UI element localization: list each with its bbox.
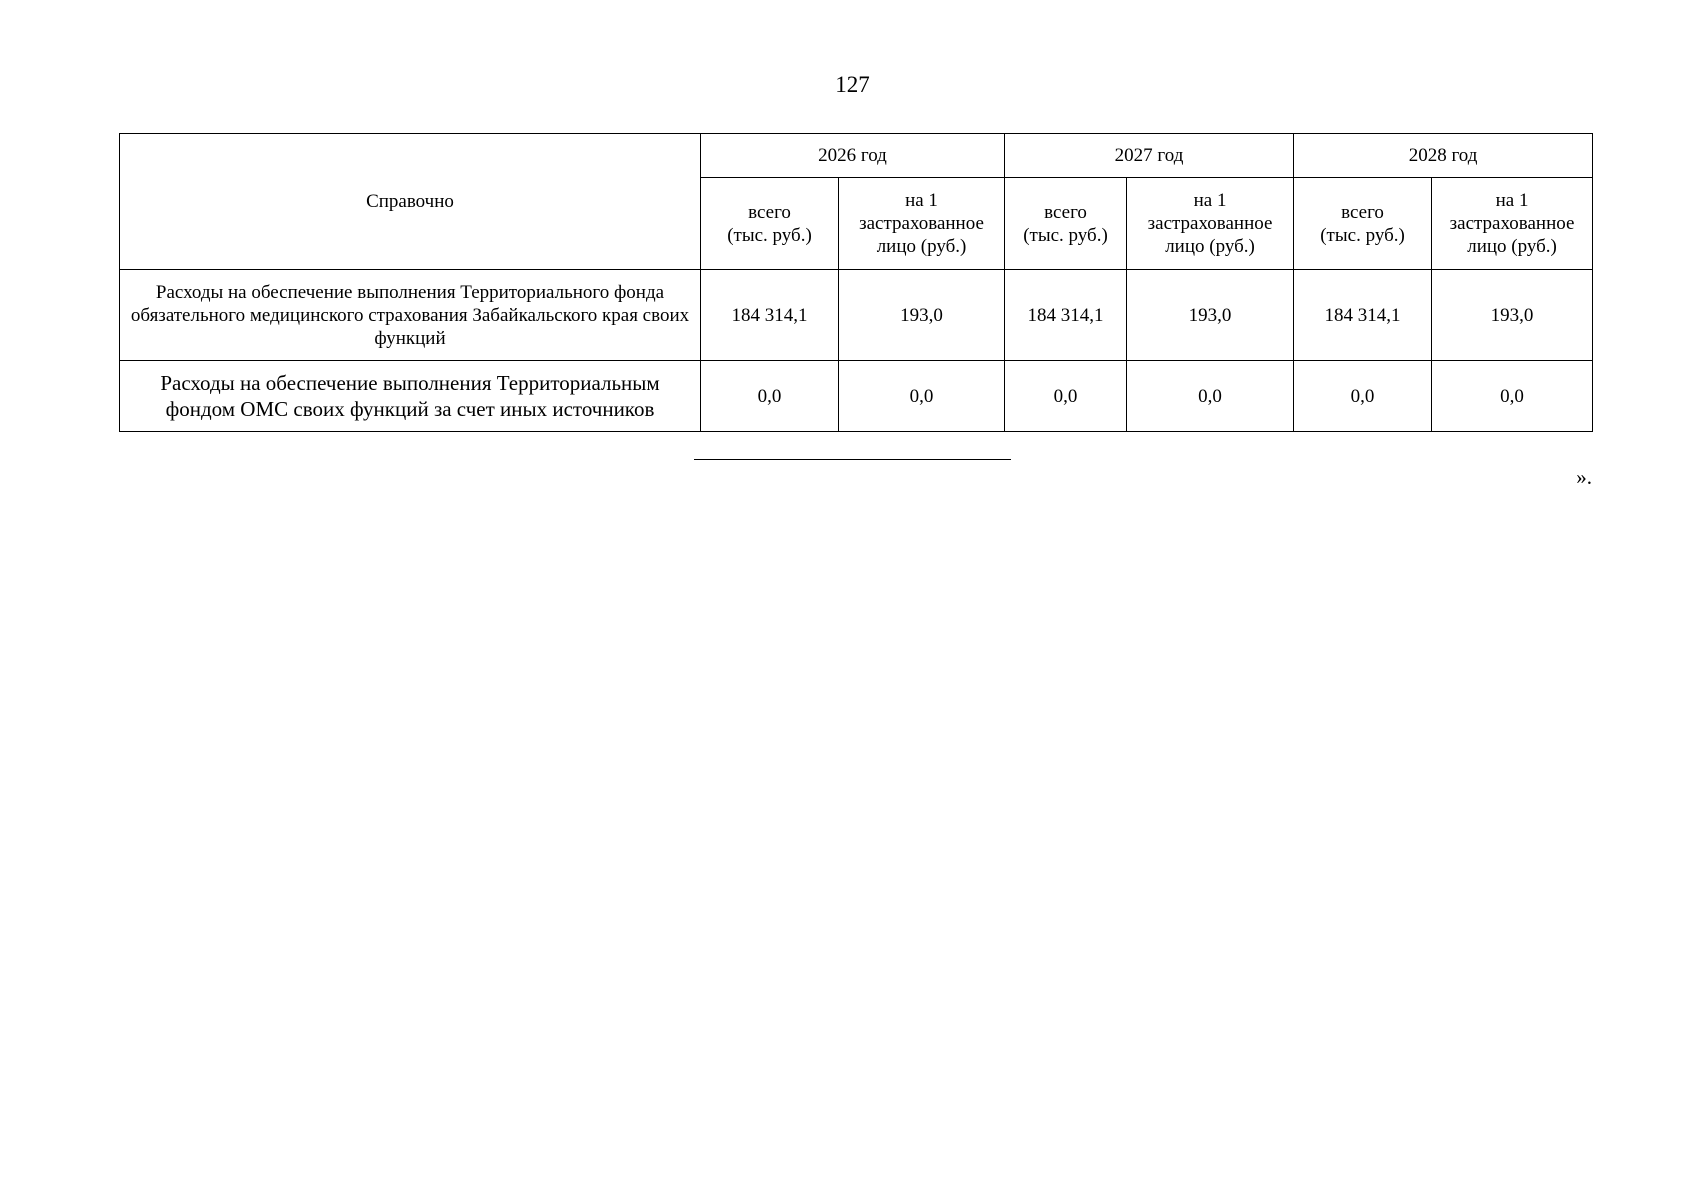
table-row [120, 270, 1593, 361]
year-header: 2027 год [1005, 134, 1294, 178]
table-cell: 0,0 [1127, 361, 1294, 432]
subheader-per-person: на 1 застрахованное лицо (руб.) [839, 178, 1005, 270]
year-header: 2028 год [1294, 134, 1593, 178]
year-header: 2026 год [701, 134, 1005, 178]
subheader-per-person: на 1 застрахованное лицо (руб.) [1432, 178, 1593, 270]
row-label: Расходы на обеспечение выполнения Территориального фонда обязательного медицинского страхования Забайкальского края своих функций [120, 270, 701, 361]
closing-quote: ». [1576, 465, 1592, 489]
table-cell: 0,0 [701, 361, 839, 432]
table-cell: 0,0 [839, 361, 1005, 432]
table-cell: 0,0 [1294, 361, 1432, 432]
reference-table [119, 133, 1593, 432]
table-cell: 184 314,1 [701, 270, 839, 361]
table-row [120, 361, 1593, 432]
table-cell: 193,0 [1432, 270, 1593, 361]
separator-line [694, 459, 1011, 460]
table-cell: 193,0 [839, 270, 1005, 361]
subheader-total: всего (тыс. руб.) [1294, 178, 1432, 270]
table-header-years [120, 134, 1593, 178]
table-cell: 193,0 [1127, 270, 1294, 361]
row-label: Расходы на обеспечение выполнения Территориальным фондом ОМС своих функций за счет иных источников [120, 361, 701, 432]
subheader-total: всего (тыс. руб.) [1005, 178, 1127, 270]
subheader-total: всего (тыс. руб.) [701, 178, 839, 270]
subheader-per-person: на 1 застрахованное лицо (руб.) [1127, 178, 1294, 270]
header-label: Справочно [120, 134, 701, 270]
table-cell: 0,0 [1432, 361, 1593, 432]
table-cell: 0,0 [1005, 361, 1127, 432]
table-cell: 184 314,1 [1294, 270, 1432, 361]
page-number: 127 [835, 72, 870, 97]
table-cell: 184 314,1 [1005, 270, 1127, 361]
